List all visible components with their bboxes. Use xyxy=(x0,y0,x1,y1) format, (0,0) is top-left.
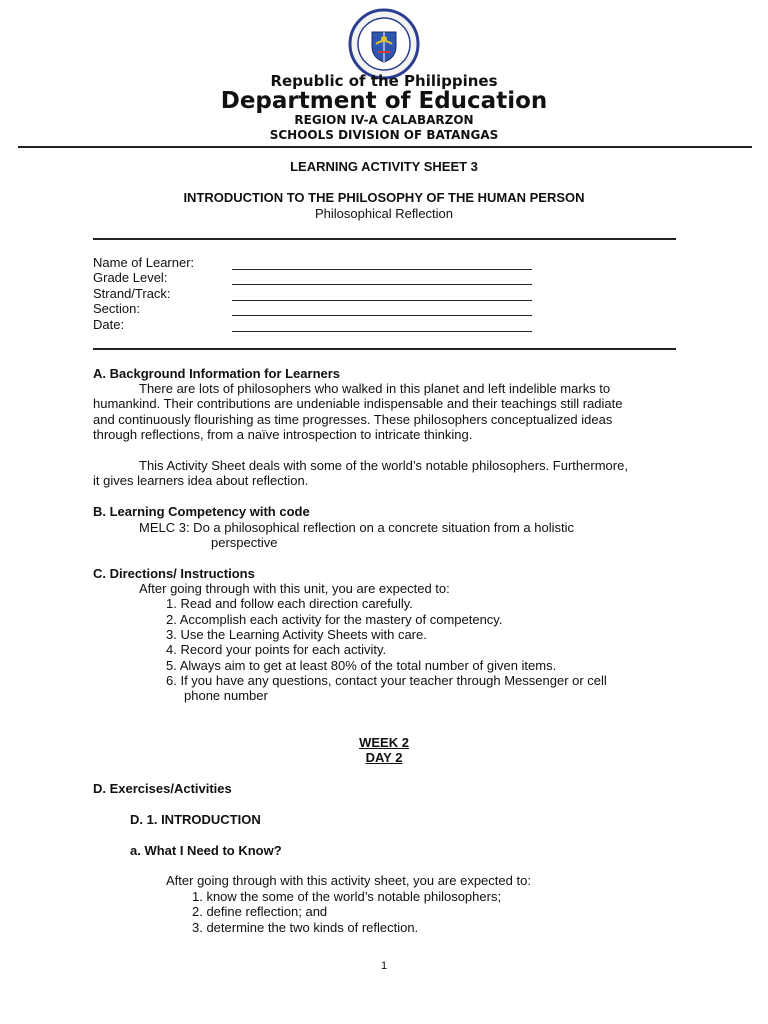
section-c-heading: C. Directions/ Instructions xyxy=(93,566,255,581)
form-top-rule xyxy=(93,238,676,240)
what-i-need-heading: a. What I Need to Know? xyxy=(130,843,282,858)
section-b-heading: B. Learning Competency with code xyxy=(93,504,310,519)
section-a-heading: A. Background Information for Learners xyxy=(93,366,341,381)
strand-blank[interactable] xyxy=(232,300,532,301)
list-item: 2. define reflection; and xyxy=(192,904,328,919)
subject-title: INTRODUCTION TO THE PHILOSOPHY OF THE HUMAN PERSON xyxy=(183,190,585,205)
field-label-date: Date: xyxy=(93,317,125,332)
deped-seal-icon xyxy=(348,8,420,80)
field-label-grade: Grade Level: xyxy=(93,270,168,285)
introduction-heading: D. 1. INTRODUCTION xyxy=(130,812,261,827)
objectives-intro: After going through with this activity sheet, you are expected to: xyxy=(166,873,531,888)
page-number: 1 xyxy=(380,960,388,972)
section-a-line-3: and continuously flourishing as time progresses. These philosophers conceptualized ideas xyxy=(93,412,613,427)
section-d-heading: D. Exercises/Activities xyxy=(93,781,232,796)
melc-line-1: MELC 3: Do a philosophical reflection on a concrete situation from a holistic xyxy=(139,520,574,535)
section-a-line-6: it gives learners idea about reflection. xyxy=(93,473,309,488)
list-item: 3. determine the two kinds of reflection. xyxy=(192,920,419,935)
grade-blank[interactable] xyxy=(232,284,532,285)
directions-intro: After going through with this unit, you are expected to: xyxy=(139,581,450,596)
section-a-line-2: humankind. Their contributions are undeniable indispensable and their teachings still radiate xyxy=(93,396,623,411)
list-item: 2. Accomplish each activity for the mastery of competency. xyxy=(166,612,503,627)
republic-heading: Republic of the Philippines xyxy=(270,72,498,90)
list-item-continuation: phone number xyxy=(184,688,268,703)
list-item: 4. Record your points for each activity. xyxy=(166,642,387,657)
name-blank[interactable] xyxy=(232,269,532,270)
list-item: 1. know the some of the world’s notable philosophers; xyxy=(192,889,502,904)
header-divider xyxy=(18,146,752,148)
section-a-line-4: through reflections, from a naïve introspection to intricate thinking. xyxy=(93,427,473,442)
list-item: 5. Always aim to get at least 80% of the total number of given items. xyxy=(166,658,557,673)
topic-subtitle: Philosophical Reflection xyxy=(314,206,454,221)
field-label-strand: Strand/Track: xyxy=(93,286,171,301)
section-blank[interactable] xyxy=(232,315,532,316)
melc-line-2: perspective xyxy=(211,535,278,550)
region-heading: REGION IV-A CALABARZON xyxy=(294,113,474,127)
date-blank[interactable] xyxy=(232,331,532,332)
department-heading: Department of Education xyxy=(220,88,548,114)
list-item: 1. Read and follow each direction carefully. xyxy=(166,596,413,611)
section-a-line-5: This Activity Sheet deals with some of the world’s notable philosophers. Furthermore, xyxy=(139,458,628,473)
list-item: 3. Use the Learning Activity Sheets with care. xyxy=(166,627,427,642)
sheet-title: LEARNING ACTIVITY SHEET 3 xyxy=(290,159,478,174)
list-item: 6. If you have any questions, contact your teacher through Messenger or cell xyxy=(166,673,607,688)
form-bottom-rule xyxy=(93,348,676,350)
day-label: DAY 2 xyxy=(365,750,403,765)
field-label-name: Name of Learner: xyxy=(93,255,195,270)
field-label-section: Section: xyxy=(93,301,140,316)
division-heading: SCHOOLS DIVISION OF BATANGAS xyxy=(269,128,499,142)
week-label: WEEK 2 xyxy=(359,735,409,750)
section-a-line-1: There are lots of philosophers who walked in this planet and left indelible marks to xyxy=(139,381,611,396)
